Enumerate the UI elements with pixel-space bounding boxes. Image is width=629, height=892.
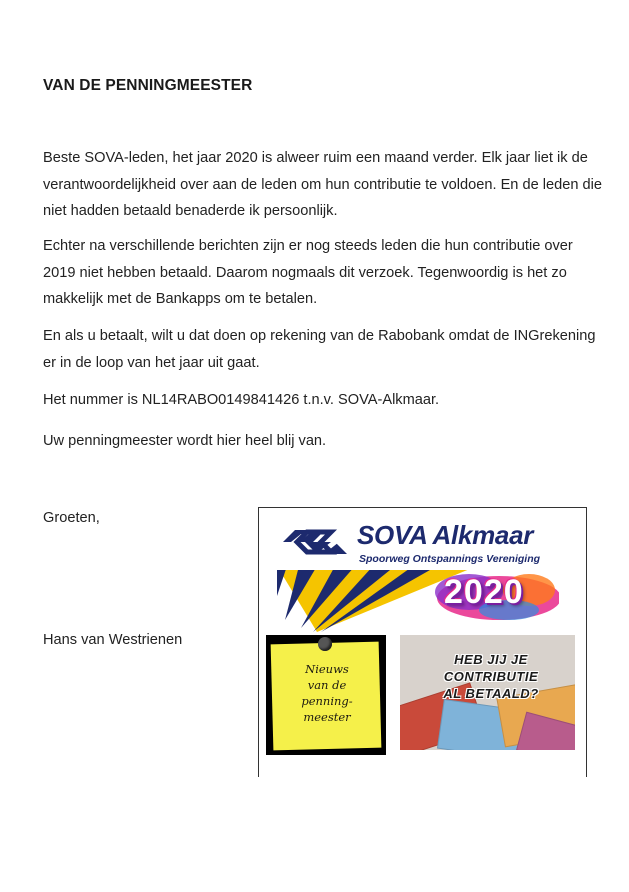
sticky-note (266, 635, 386, 755)
money-line: AL BETAALD? (443, 686, 539, 701)
paragraph-closing: Uw penningmeester wordt hier heel blij van. (43, 433, 327, 449)
paragraph-account-number: Het nummer is NL14RABO0149841426 t.n.v. SOVA-Alkmaar. (43, 392, 440, 408)
page-title: VAN DE PENNINGMEESTER (43, 77, 253, 94)
pushpin-icon (318, 637, 332, 651)
paragraph-intro: Beste SOVA-leden, het jaar 2020 is alweer ruim een maand verder. Elk jaar liet ik de verantwoordelijkheid over aan de leden om hun contributie te voldoen. En de leden die niet hadden betaald benaderde ik persoonlijk. (43, 150, 602, 219)
paragraph-reminder: Echter na verschillende berichten zijn er nog steeds leden die hun contributie over 2019 niet hebben betaald. Daarom nogmaals dit verzoek. Tegenwoordig is het zo makkelijk met de Bankapps om te betalen. (43, 238, 573, 307)
year-text: 2020 (444, 573, 524, 611)
note-line: van de (307, 678, 347, 692)
money-line: HEB JIJ JE (454, 652, 528, 667)
note-line: meester (303, 710, 351, 724)
money-photo (400, 635, 575, 750)
money-line: CONTRIBUTIE (443, 669, 539, 684)
paragraph-bank: En als u betaalt, wilt u dat doen op rekening van de Rabobank omdat de INGrekening er in de loop van het jaar uit gaat. (43, 328, 596, 371)
brand-name: SOVA Alkmaar (357, 520, 534, 550)
brand-subtitle: Spoorweg Ontspannings Vereniging (359, 553, 541, 565)
note-text (284, 661, 370, 725)
ns-logo-icon (279, 522, 351, 562)
signature: Hans van Westrienen (43, 632, 183, 648)
sova-poster-image (258, 507, 587, 777)
money-caption (416, 651, 566, 702)
note-line: Nieuws (305, 662, 349, 676)
note-line: penning- (301, 694, 353, 708)
greeting: Groeten, (43, 510, 100, 526)
